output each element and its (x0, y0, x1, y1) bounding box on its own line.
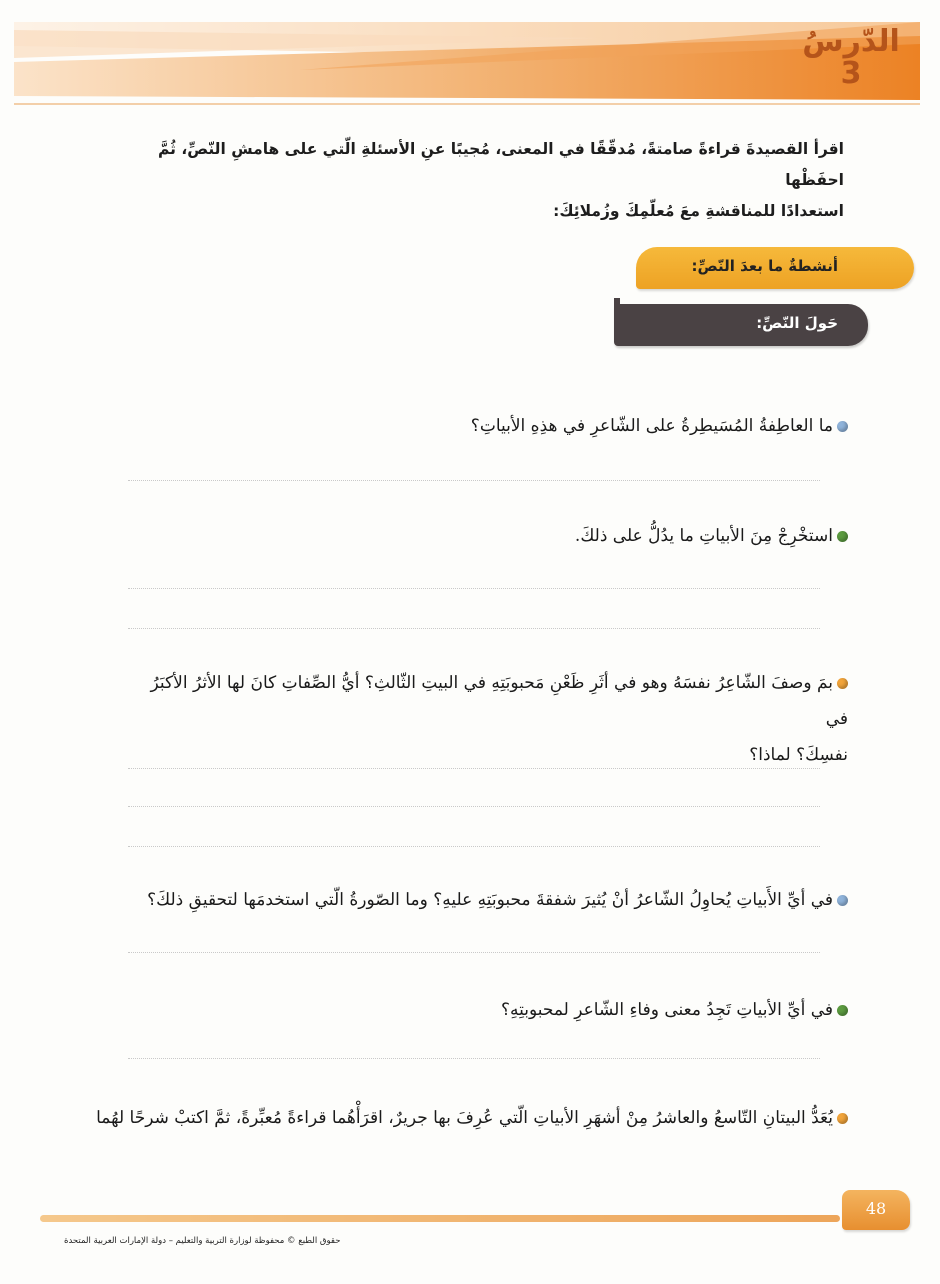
lesson-title (796, 26, 906, 89)
question-5 (501, 992, 848, 1028)
bullet-icon (837, 531, 848, 542)
answer-line[interactable] (128, 846, 820, 847)
bullet-icon (837, 1113, 848, 1124)
copyright-notice: حقوق الطبع © محفوظة لوزارة التربية والتعليم – دولة الإمارات العربية المتحدة (64, 1236, 341, 1246)
answer-line[interactable] (128, 588, 820, 589)
post-text-activities-heading (636, 247, 914, 289)
answer-line[interactable] (128, 768, 820, 769)
about-text-label: حَولَ النّصِّ: (756, 314, 838, 332)
lesson-word: الدّرسُ (802, 24, 900, 59)
question-text: ما العاطِفةُ المُسَيطِرةُ على الشّاعرِ في هذِهِ الأبياتِ؟ (470, 416, 833, 436)
footer-bar (40, 1215, 840, 1222)
question-6 (96, 1100, 848, 1136)
question-1 (471, 408, 848, 444)
bullet-icon (837, 421, 848, 432)
instructions (104, 134, 844, 227)
answer-line[interactable] (128, 1058, 820, 1059)
question-3 (128, 665, 848, 773)
question-4 (147, 882, 848, 918)
bullet-icon (837, 895, 848, 906)
page-number: 48 (865, 1199, 887, 1218)
page-number-badge (842, 1190, 910, 1230)
instructions-line-1: اقرأ القصيدةَ قراءةً صامتةً، مُدقّقًا في المعنى، مُجيبًا عنِ الأسئلةِ الّتي على هامشِ النّصِّ، ثُمَّ احفَظْها (157, 140, 844, 189)
question-text: في أيِّ الأَبياتِ يُحاوِلُ الشّاعرُ أنْ يُثيرَ شفقةَ محبوبَتِهِ عليهِ؟ وما الصّورةُ الّتي استخدمَها لتحقيقِ ذلكَ؟ (147, 890, 833, 910)
question-text: استخْرِجْ مِنَ الأبياتِ ما يدُلُّ على ذلكَ. (574, 526, 833, 546)
question-text-cont: نفسِكَ؟ لماذا؟ (749, 745, 848, 765)
question-2 (575, 518, 848, 554)
lesson-number: 3 (840, 55, 862, 91)
question-text: في أيِّ الأبياتِ تَجِدُ معنى وفاءِ الشّاعرِ لمحبوبتِهِ؟ (500, 1000, 833, 1020)
bullet-icon (837, 1005, 848, 1016)
question-text: يُعَدُّ البيتانِ التّاسعُ والعاشرُ مِنْ أشهَرِ الأبياتِ الّتي عُرِفَ بها جريرٌ، اقرَأْهُما قراءةً مُعبِّرةً، ثمَّ اكتبْ شرحًا لهُما (96, 1108, 833, 1128)
answer-line[interactable] (128, 480, 820, 481)
bullet-icon (837, 678, 848, 689)
activities-label: أنشطةٌ ما بعدَ النّصِّ: (691, 257, 838, 275)
answer-line[interactable] (128, 952, 820, 953)
question-text: بمَ وصفَ الشّاعِرُ نفسَهُ وهو في أثَرِ ظَعْنِ مَحبوبَتِهِ في البيتِ الثّالثِ؟ أيُّ الصِّفاتِ كانَ لها الأثرُ الأكبَرُ في (150, 673, 848, 729)
answer-line[interactable] (128, 628, 820, 629)
instructions-line-2: استعدادًا للمناقشةِ معَ مُعلّمِكَ وزُملائِكَ: (553, 202, 844, 220)
answer-line[interactable] (128, 806, 820, 807)
about-text-heading (614, 304, 868, 346)
